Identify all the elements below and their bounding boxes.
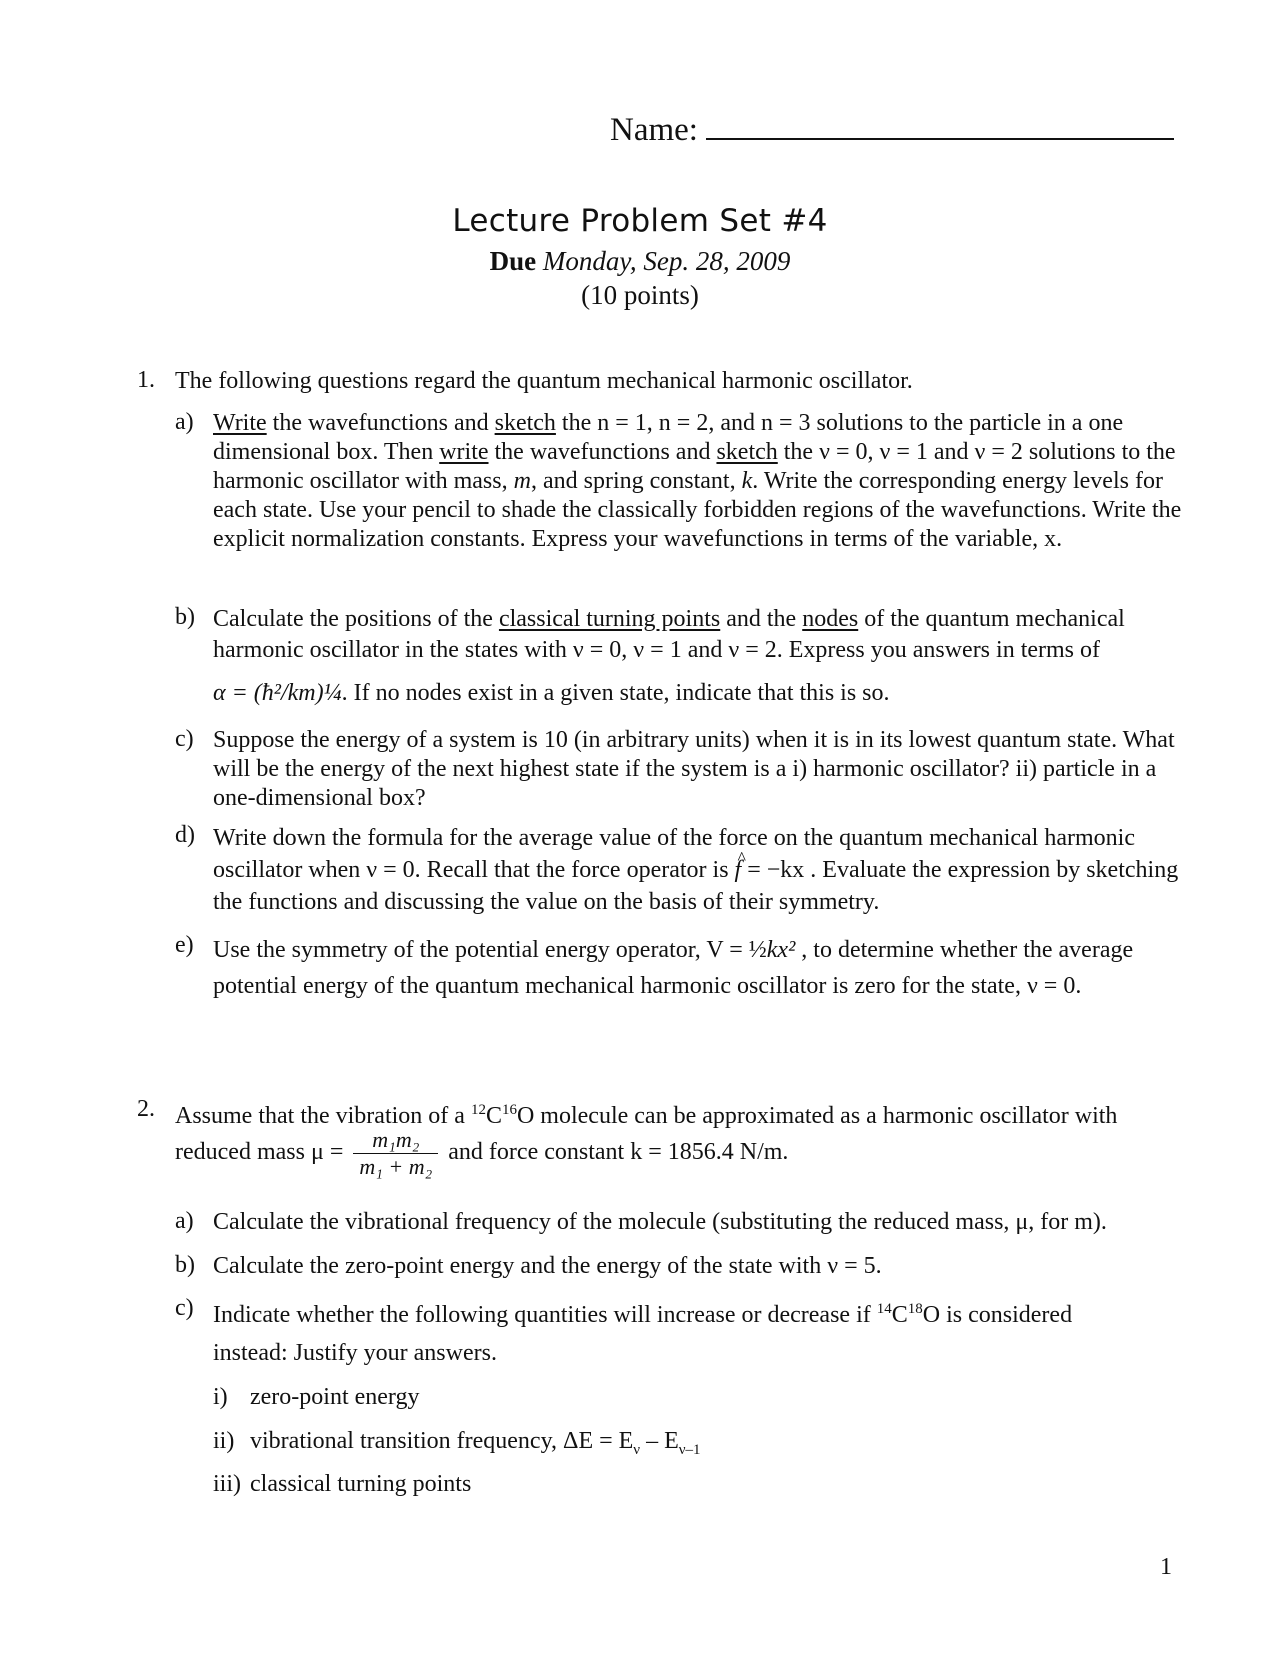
q1e-kx2: kx² [766,937,796,963]
q1d-t2: = −kx . Evaluate the expression by sketching the functions and discussing the value on the basis of their symmetry. [213,857,1179,915]
q1b-nodes: nodes [802,606,859,632]
q1a-t2: the n = 1, n = 2, and n = 3 solutions to the particle in a one dimensional box. Then [213,410,1124,465]
q2c-i-label: i) [213,1384,228,1410]
q2c-iso-mass-c: 14 [876,1301,892,1317]
q2-number: 2. [137,1096,155,1122]
q1e-text [213,932,1183,1004]
q2c-t2: is considered [940,1302,1073,1328]
q1b-t3: of the quantum mechanical harmonic oscillator in the states with ν = 0, ν = 1 and ν = 2. Express you answers in terms of [213,606,1125,663]
q1b-turning-points: classical turning points [498,606,721,632]
q2c-ii-sub2: ν–1 [678,1441,701,1458]
q1a-t4: the ν = 0, ν = 1 and ν = 2 solutions to the harmonic oscillator with mass, [213,439,1176,494]
due-date-value: Monday, Sep. 28, 2009 [542,246,791,276]
page-title: Lecture Problem Set #4 [452,203,828,239]
q2c-ii-sub1: ν [633,1441,641,1458]
q1-number: 1. [137,367,155,393]
q1a-t1: the wavefunctions and [266,410,495,436]
points: (10 points) [581,280,699,310]
q2c-iso-mass-o: 18 [907,1301,923,1317]
q1a-sketch: sketch [494,410,556,436]
q1a-label: a) [175,409,194,435]
name-field [610,112,1174,149]
q2-t2: molecule can be approximated as a harmonic oscillator with [534,1103,1118,1129]
q1a-m: m [513,468,531,494]
q2-iso-o: O [516,1103,535,1129]
due-date [0,246,1280,277]
q2c-ii-mid: – E [640,1428,679,1454]
q2b-text: Calculate the zero-point energy and the energy of the state with ν = 5. [213,1253,882,1279]
q2c-ii-t: vibrational transition frequency, ΔE = E [250,1428,634,1454]
page-number: 1 [1160,1554,1172,1580]
q1e-t3: , to determine whether the average potential energy of the quantum mechanical harmonic oscillator is zero for the state, ν = 0. [213,937,1134,999]
q2a-label: a) [175,1208,194,1234]
name-label: Name: [610,112,698,148]
q1-text: The following questions regard the quantum mechanical harmonic oscillator. [175,368,913,394]
q2c-ii-label: ii) [213,1428,235,1454]
due-label: Due [489,246,537,276]
q1b-t4: . If no nodes exist in a given state, indicate that this is so. [341,680,890,706]
q1c-text: Suppose the energy of a system is 10 (in arbitrary units) when it is in its lowest quantum state. What will be the energy of the next highest state if the system is a i) harmonic oscillator? ii) particle in a one-dimensional box? [213,727,1175,811]
q1b-formula-line [213,678,1183,709]
q2-t4: and force constant k = 1856.4 N/m. [448,1139,789,1166]
q1e-half: ½ [748,937,767,963]
alpha-formula: α = (ħ²/km)¼ [213,680,342,706]
q2-iso-mass-c: 12 [470,1102,486,1118]
q1b-text [213,604,1183,709]
q2c-iii-text: classical turning points [250,1471,472,1497]
frac-denominator: m₁ + m₂ [359,1154,433,1179]
q1b-label: b) [175,604,195,630]
q1d-text [213,822,1183,918]
q1a-t5: , and spring constant, [530,468,742,494]
q1a-t6: . Write the corresponding energy levels for each state. Use your pencil to shade the classically forbidden regions of the wavefunctions. Write the explicit normalization constants. Express your wavefunctions in terms of the variable, x. [213,468,1182,552]
q2b-label: b) [175,1252,195,1278]
q2-text [175,1096,1117,1131]
q2-iso-mass-o: 16 [501,1102,517,1118]
q1a-t3: the wavefunctions and [488,439,717,465]
force-operator: ^ f [735,854,742,886]
q2c-i-text: zero-point energy [250,1384,420,1410]
frac-numerator: m₁m₂ [353,1127,438,1154]
q2a-text: Calculate the vibrational frequency of the molecule (substituting the reduced mass, μ, for m). [213,1209,1107,1235]
q2-reduced-mass [175,1127,788,1180]
q2c-instead: instead: Justify your answers. [213,1340,497,1366]
q1a-text [213,409,1183,554]
q1d-t1: Write down the formula for the average value of the force on the quantum mechanical harmonic oscillator when ν = 0. Recall that the force operator is [213,825,1135,883]
q2c-iii-label: iii) [213,1471,241,1497]
q1e-t1: Use the symmetry of the potential energy operator, V = [213,937,749,963]
q1a-write2: write [439,439,489,465]
q2c-text [213,1295,1183,1330]
q2c-label: c) [175,1295,194,1321]
q1c-label: c) [175,726,194,752]
q2c-t1: Indicate whether the following quantities will increase or decrease if [213,1302,877,1328]
q2-t1: Assume that the vibration of a [175,1103,471,1129]
reduced-mass-fraction [353,1127,438,1180]
q1a-k: k [741,468,753,494]
q1b-t2: and the [720,606,803,632]
q1b-t1: Calculate the positions of the [213,606,499,632]
q2c-iso-c: C [891,1302,908,1328]
q2c-iso-o: O [922,1302,941,1328]
q2-iso-c: C [485,1103,502,1129]
q1d-label: d) [175,822,195,848]
q1e-label: e) [175,932,194,958]
name-blank-line[interactable] [706,112,1174,140]
q2c-ii-text [250,1427,701,1465]
q2-t3: reduced mass μ = [175,1139,344,1166]
q1a-write: Write [213,410,267,436]
q1a-sketch2: sketch [716,439,778,465]
